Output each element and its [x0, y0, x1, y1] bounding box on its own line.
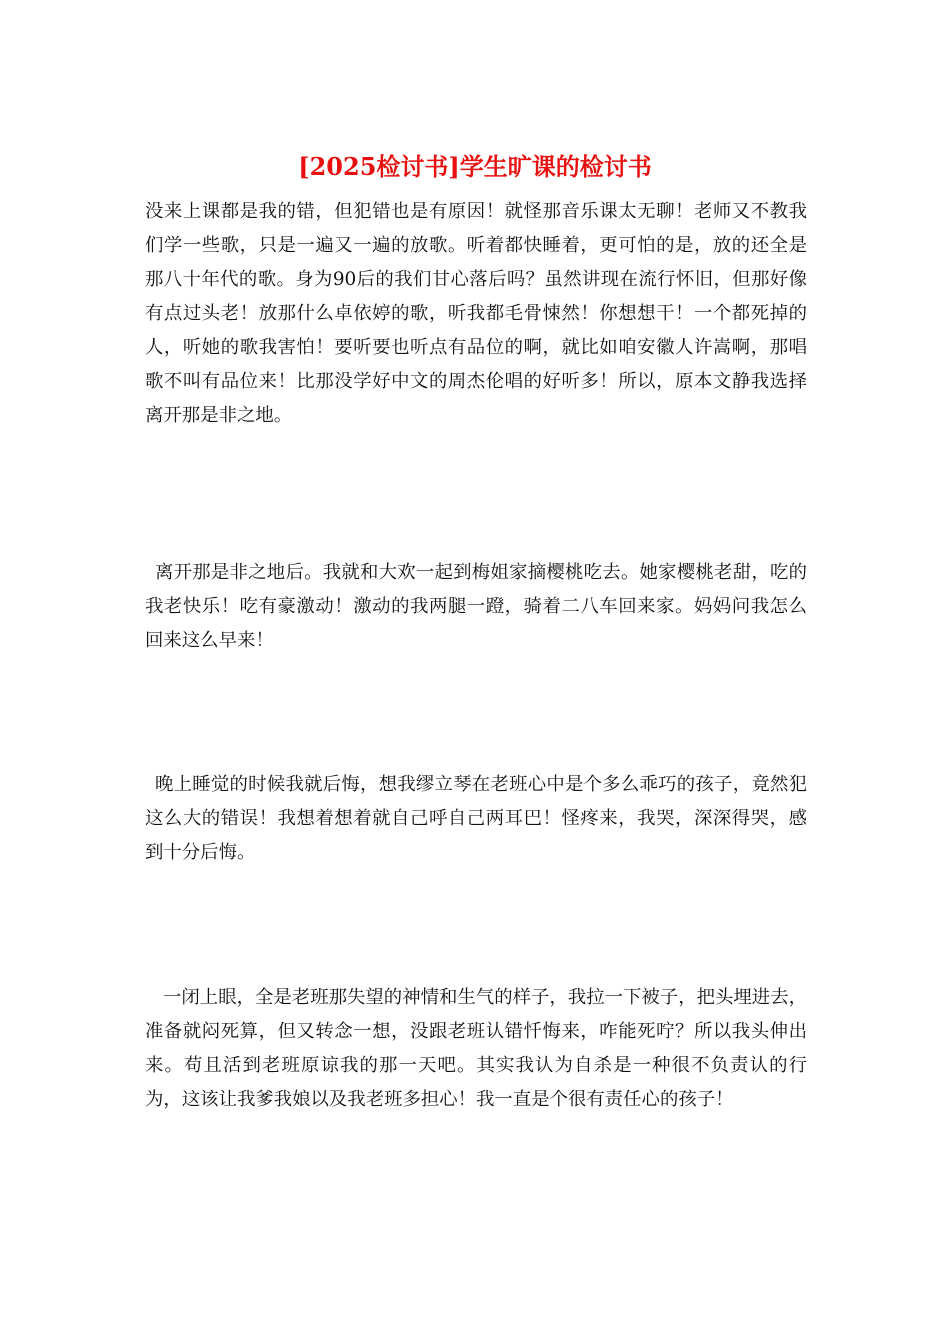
paragraph-3: 晚上睡觉的时候我就后悔，想我缪立琴在老班心中是个多么乖巧的孩子，竟然犯这么大的错误！我想着想着就自己呼自己两耳巴！怪疼来，我哭，深深得哭，感到十分后悔。: [145, 774, 807, 863]
document-title: [2025检讨书]学生旷课的检讨书: [298, 152, 652, 181]
paragraph-1: 没来上课都是我的错，但犯错也是有原因！就怪那音乐课太无聊！老师又不教我们学一些歌，只是一遍又一遍的放歌。听着都快睡着，更可怕的是，放的还全是那八十年代的歌。身为90后的我们甘心落后吗？虽然讲现在流行怀旧，但那好像有点过头老！放那什么卓依婷的歌，听我都毛骨悚然！你想想干！一个都死掉的人，听她的歌我害怕！要听要也听点有品位的啊，就比如咱安徽人许嵩啊，那唱歌不叫有品位来！比那没学好中文的周杰伦唱的好听多！所以，原本文静我选择离开那是非之地。: [145, 201, 807, 426]
paragraph-4: 一闭上眼，全是老班那失望的神情和生气的样子，我拉一下被子，把头埋进去，准备就闷死算，但又转念一想，没跟老班认错忏悔来，咋能死咛？所以我头伸出来。苟且活到老班原谅我的那一天吧。其实我认为自杀是一种很不负责认的行为，这该让我爹我娘以及我老班多担心！我一直是个很有责任心的孩子！: [145, 987, 807, 1110]
paragraph-2: 离开那是非之地后。我就和大欢一起到梅姐家摘樱桃吃去。她家樱桃老甜，吃的我老快乐！吃有豪激动！激动的我两腿一蹬，骑着二八车回来家。妈妈问我怎么回来这么早来！: [145, 562, 807, 651]
